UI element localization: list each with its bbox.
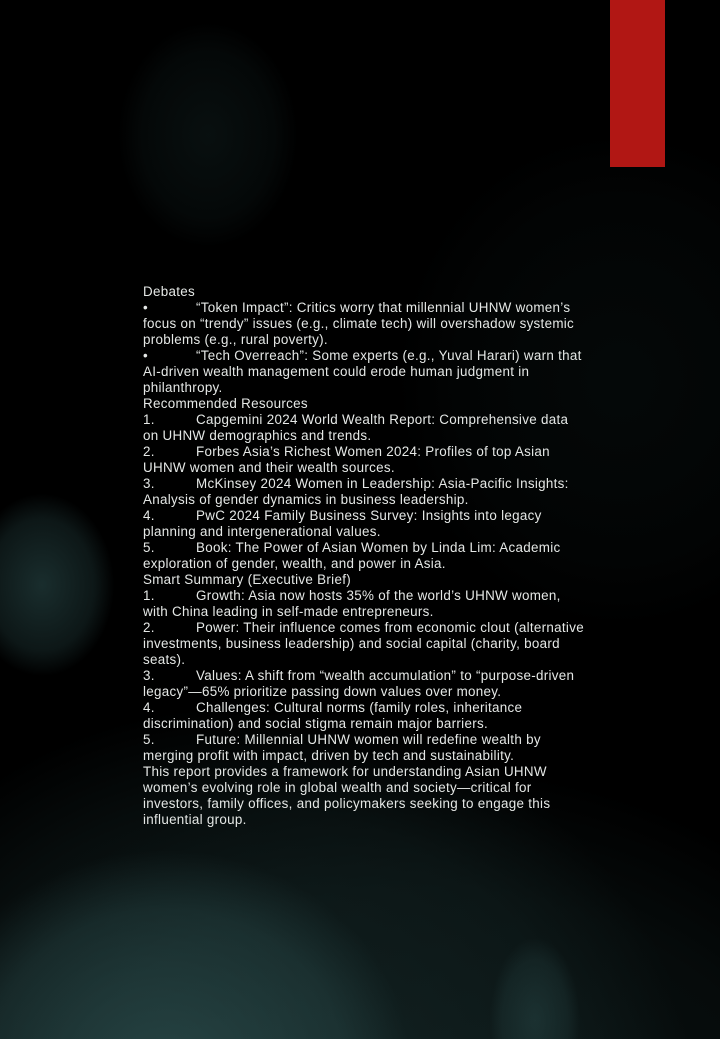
paragraph-text: “Tech Overreach”: Some experts (e.g., Yuval Harari) warn that AI-driven wealth management could erode human judgment in philanthropy. (143, 348, 582, 395)
list-item (143, 476, 584, 508)
list-item (143, 444, 584, 476)
list-item (143, 588, 584, 620)
paragraph-text: Book: The Power of Asian Women by Linda Lim: Academic exploration of gender, wealth, and power in Asia. (143, 540, 561, 571)
number-marker: 1. (143, 588, 155, 603)
section-heading (143, 284, 584, 300)
paragraph-text: PwC 2024 Family Business Survey: Insights into legacy planning and intergenerational values. (143, 508, 542, 539)
list-item (143, 412, 584, 444)
list-item (143, 700, 584, 732)
number-marker: 5. (143, 540, 155, 555)
number-marker: 5. (143, 732, 155, 747)
number-marker: 3. (143, 476, 155, 491)
paragraph-text: Debates (143, 284, 195, 299)
list-item (143, 508, 584, 540)
list-item (143, 540, 584, 572)
paragraph-text: This report provides a framework for understanding Asian UHNW women’s evolving role in global wealth and society—critical for investors, family offices, and policymakers seeking to engage this influential group. (143, 764, 551, 827)
paragraph-text: Power: Their influence comes from economic clout (alternative investments, business leadership) and social capital (charity, board seats). (143, 620, 584, 667)
document-text-block (143, 284, 584, 828)
paragraph-text: Future: Millennial UHNW women will redefine wealth by merging profit with impact, driven by tech and sustainability. (143, 732, 541, 763)
paragraph-text: Growth: Asia now hosts 35% of the world’s UHNW women, with China leading in self-made entrepreneurs. (143, 588, 561, 619)
list-item (143, 668, 584, 700)
number-marker: 3. (143, 668, 155, 683)
number-marker: 2. (143, 620, 155, 635)
paragraph-text: Forbes Asia’s Richest Women 2024: Profiles of top Asian UHNW women and their wealth sources. (143, 444, 550, 475)
list-item (143, 300, 584, 348)
number-marker: 2. (143, 444, 155, 459)
paragraph-text: Values: A shift from “wealth accumulation” to “purpose-driven legacy”—65% prioritize passing down values over money. (143, 668, 575, 699)
bullet-marker: • (143, 348, 148, 363)
number-marker: 4. (143, 700, 155, 715)
paragraph-text: Smart Summary (Executive Brief) (143, 572, 351, 587)
paragraph-text: McKinsey 2024 Women in Leadership: Asia-Pacific Insights: Analysis of gender dynamics in business leadership. (143, 476, 569, 507)
number-marker: 1. (143, 412, 155, 427)
section-heading (143, 396, 584, 412)
list-item (143, 348, 584, 396)
list-item (143, 732, 584, 764)
red-accent-bar (610, 0, 665, 167)
section-heading (143, 572, 584, 588)
closing-paragraph (143, 764, 584, 828)
list-item (143, 620, 584, 668)
paragraph-text: Capgemini 2024 World Wealth Report: Comprehensive data on UHNW demographics and trends. (143, 412, 569, 443)
bullet-marker: • (143, 300, 148, 315)
paragraph-text: “Token Impact”: Critics worry that millennial UHNW women’s focus on “trendy” issues (e.g., climate tech) will overshadow systemic problems (e.g., rural poverty). (143, 300, 575, 347)
paragraph-text: Recommended Resources (143, 396, 308, 411)
number-marker: 4. (143, 508, 155, 523)
paragraph-text: Challenges: Cultural norms (family roles, inheritance discrimination) and social stigma remain major barriers. (143, 700, 523, 731)
